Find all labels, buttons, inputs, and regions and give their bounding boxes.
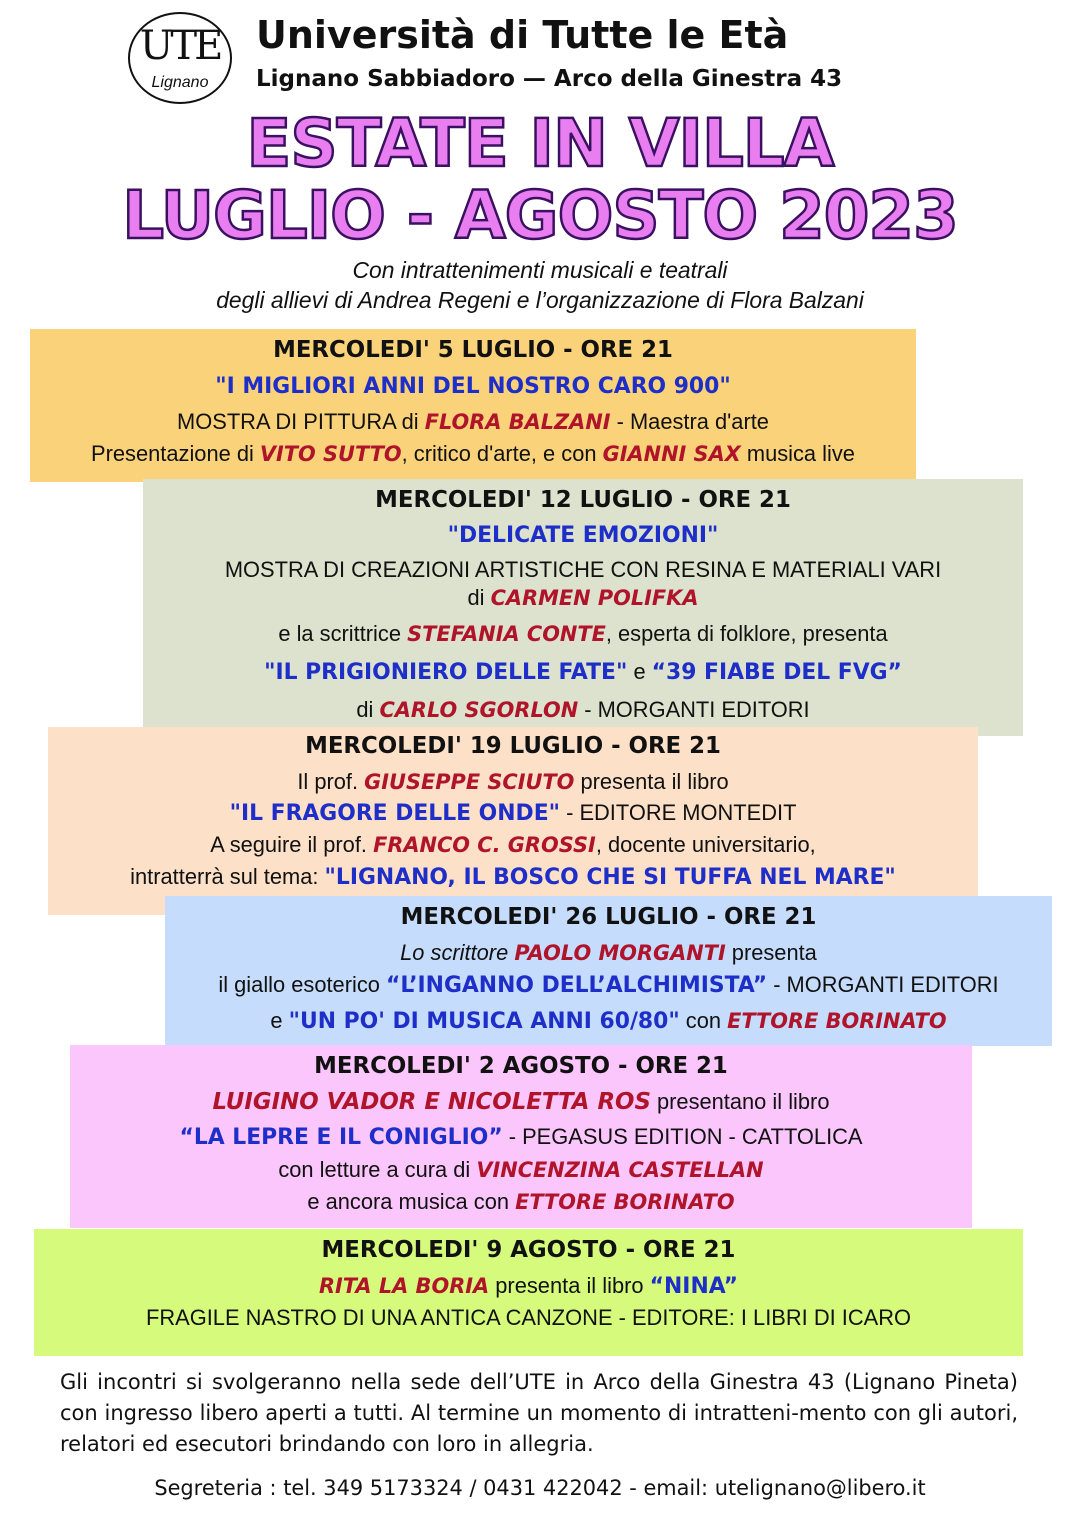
event-line: "IL PRIGIONIERO DELLE FATE" e “39 FIABE DEL FVG”: [264, 659, 902, 685]
person-name: GIANNI SAX: [602, 442, 741, 466]
person-name: ETTORE BORINATO: [727, 1009, 947, 1033]
event-line: LUIGINO VADOR E NICOLETTA ROS presentano il libro: [212, 1089, 830, 1115]
person-name: VITO SUTTO: [259, 442, 402, 466]
event-date: MERCOLEDI' 5 LUGLIO - ORE 21: [273, 337, 673, 363]
event-line: "IL FRAGORE DELLE ONDE" - EDITORE MONTEDIT: [229, 800, 797, 826]
event-line: il giallo esoterico “L’INGANNO DELL’ALCHIMISTA” - MORGANTI EDITORI: [218, 972, 999, 998]
event-line: e ancora musica con ETTORE BORINATO: [307, 1189, 735, 1214]
person-name: STEFANIA CONTE: [407, 622, 606, 646]
event-line: FRAGILE NASTRO DI UNA ANTICA CANZONE - EDITORE: I LIBRI DI ICARO: [145, 1305, 912, 1330]
event-9-agosto: [34, 1229, 1023, 1356]
event-line: e "UN PO' DI MUSICA ANNI 60/80" con ETTORE BORINATO: [270, 1008, 947, 1034]
person-name: GIUSEPPE SCIUTO: [364, 770, 575, 794]
event-line: A seguire il prof. FRANCO C. GROSSI, docente universitario,: [210, 832, 816, 857]
person-name: PAOLO MORGANTI: [514, 941, 726, 965]
event-line: di CARLO SGORLON - MORGANTI EDITORI: [356, 697, 810, 722]
intro-line-1: Con intrattenimenti musicali e teatrali: [352, 257, 728, 283]
footer-info: Gli incontri si svolgeranno nella sede dell’UTE in Arco della Ginestra 43 (Lignano Pineta) con ingresso libero aperti a tutti. Al termine un momento di intratteni-mento con gli autori, relatori ed esecutori brindando con loro in allegria.: [60, 1370, 1018, 1456]
event-date: MERCOLEDI' 2 AGOSTO - ORE 21: [314, 1053, 728, 1079]
event-line: RITA LA BORIA presenta il libro “NINA”: [318, 1273, 739, 1299]
event-26-luglio: [165, 896, 1052, 1046]
person-name: LUIGINO VADOR E NICOLETTA ROS: [212, 1089, 651, 1115]
person-name: FLORA BALZANI: [424, 410, 611, 434]
event-line: MOSTRA DI PITTURA di FLORA BALZANI - Maestra d'arte: [177, 409, 769, 434]
event-line: Lo scrittore PAOLO MORGANTI presenta: [400, 940, 817, 965]
event-date: MERCOLEDI' 26 LUGLIO - ORE 21: [400, 904, 817, 930]
ute-logo: [128, 12, 232, 104]
person-name: ETTORE BORINATO: [515, 1190, 735, 1214]
event-date: MERCOLEDI' 12 LUGLIO - ORE 21: [375, 487, 791, 513]
event-2-agosto: [70, 1045, 972, 1228]
banner-estate-in-villa: ESTATE IN VILLA: [246, 105, 834, 182]
person-name: CARLO SGORLON: [379, 698, 579, 722]
event-date: MERCOLEDI' 9 AGOSTO - ORE 21: [321, 1237, 736, 1263]
university-address: Lignano Sabbiadoro — Arco della Ginestra 43: [256, 66, 843, 92]
event-line: Presentazione di VITO SUTTO, critico d'arte, e con GIANNI SAX musica live: [91, 441, 855, 466]
person-name: VINCENZINA CASTELLAN: [476, 1158, 764, 1182]
banner-dates: LUGLIO - AGOSTO 2023: [122, 177, 958, 254]
event-title: "DELICATE EMOZIONI": [447, 523, 719, 548]
event-line: MOSTRA DI CREAZIONI ARTISTICHE CON RESINA E MATERIALI VARI: [224, 557, 942, 582]
event-line: Il prof. GIUSEPPE SCIUTO presenta il libro: [297, 769, 729, 794]
event-line: di CARMEN POLIFKA: [467, 585, 699, 610]
contact-info: Segreteria : tel. 349 5173324 / 0431 422042 - email: utelignano@libero.it: [154, 1476, 926, 1500]
event-date: MERCOLEDI' 19 LUGLIO - ORE 21: [305, 733, 721, 759]
person-name: FRANCO C. GROSSI: [373, 833, 596, 857]
event-5-luglio: [30, 329, 916, 482]
logo-city: Lignano: [151, 74, 209, 91]
event-line: intratterrà sul tema: "LIGNANO, IL BOSCO CHE SI TUFFA NEL MARE": [130, 864, 896, 890]
university-title: Università di Tutte le Età: [256, 13, 789, 57]
event-19-luglio: [48, 727, 978, 915]
event-line: e la scrittrice STEFANIA CONTE, esperta di folklore, presenta: [278, 621, 888, 646]
event-12-luglio: [143, 479, 1023, 736]
event-line: “LA LEPRE E IL CONIGLIO” - PEGASUS EDITION - CATTOLICA: [179, 1124, 863, 1150]
event-line: con letture a cura di VINCENZINA CASTELLAN: [278, 1157, 764, 1182]
event-title: "I MIGLIORI ANNI DEL NOSTRO CARO 900": [215, 374, 731, 399]
person-name: CARMEN POLIFKA: [490, 586, 699, 610]
logo-mark: UTE: [139, 23, 221, 69]
person-name: RITA LA BORIA: [318, 1274, 490, 1298]
intro-line-2: degli allievi di Andrea Regeni e l’organizzazione di Flora Balzani: [216, 287, 864, 313]
